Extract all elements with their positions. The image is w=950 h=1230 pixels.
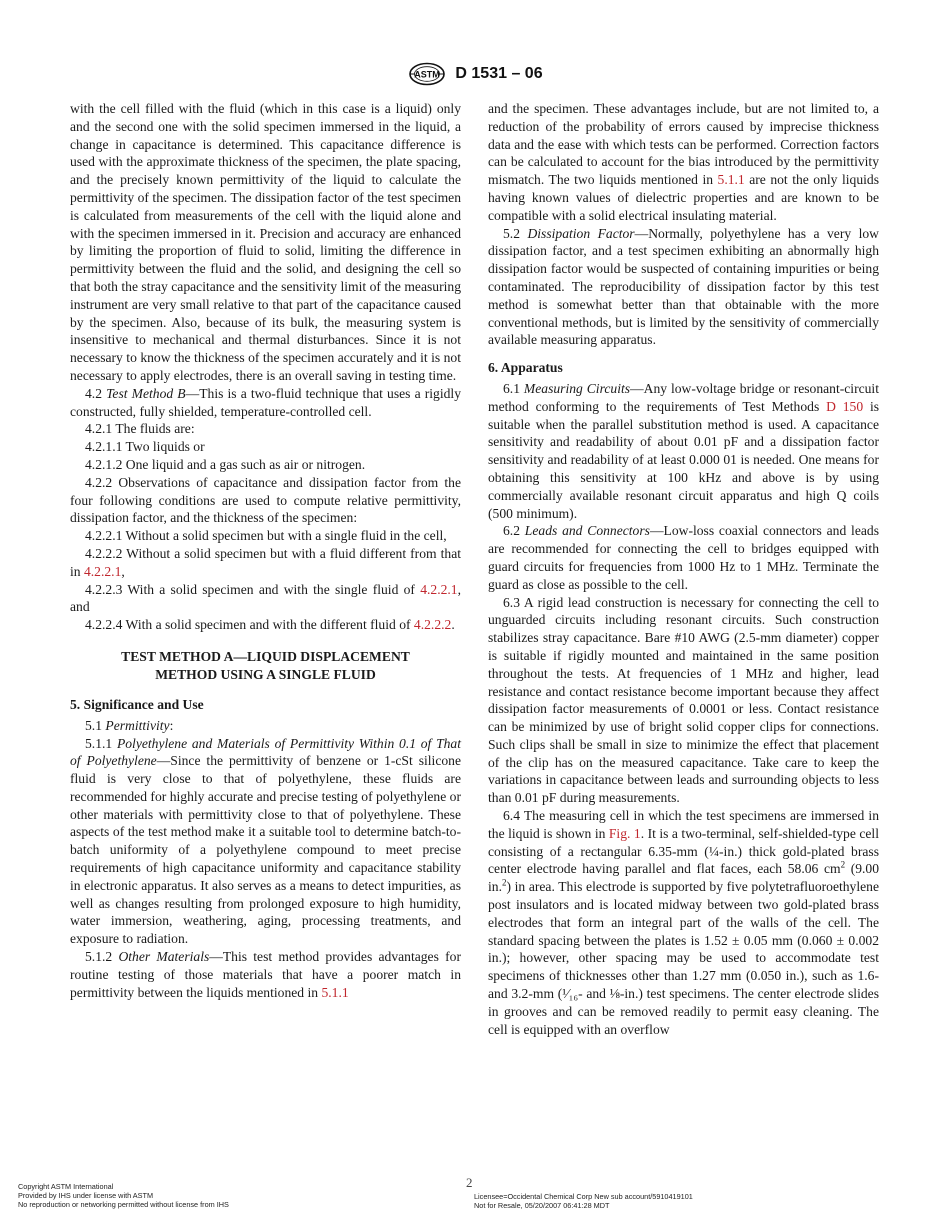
svg-text:ASTM: ASTM [414,69,441,80]
paragraph-5-2: 5.2 Dissipation Factor—Normally, polyethylene has a very low dissipation factor, and a test specimen exhibiting an abnormally high dissipation factor would be suspected of containing impurities or being contaminated. The reproducibility of dissipation factor by this test method is somewhat better than that obtainable with the more conventional methods, but is limited by the sensitivity of commercially available measuring apparatus. [488,225,879,348]
ref-link-4-2-2-1[interactable]: 4.2.2.1 [83,563,122,579]
paragraph-4-2: 4.2 Test Method B—This is a two-fluid technique that uses a rigidly constructed, fully shielded, temperature-controlled cell. [70,385,461,419]
section-6-heading: 6. Apparatus [488,360,563,376]
test-method-b-title: Test Method B [106,385,186,401]
paragraph-6-4: 6.4 The measuring cell in which the test specimens are immersed in the liquid is shown in Fig. 1. It is a two-terminal, self-shielded-type cell consisting of a rectangular 6.35-mm (¼-in.) thick gold-plated brass center electrode having parallel and flat faces, each 58.06 $cm^2$ (9.00 in.$^2$) in area. This electrode is supported by five polytetrafluoroethylene post insulators and is located midway between two gold-plated brass electrodes that form an integral part of the walls of the cell. The standard spacing between the plates is 1.52 ± 0.05 mm (0.060 ± 0.002 in.); however, other spacing may be used to accommodate test specimens of thicknesses other than 1.27 mm (0.050 in.), such as 1.6- and 3.2-mm (¹⁄₁₆- and ⅛-in.) test specimens. The center electrode slides in grooves and can be removed readily to permit easy cleaning. The cell is equipped with an overflow [488,808,880,1037]
paragraph-4-2-1: 4.2.1 The fluids are: [85,421,195,437]
footer-copyright: Copyright ASTM International Provided by IHS under license with ASTM No reproduction or networking permitted without license from IHS [18,1182,229,1209]
paragraph-6-1: 6.1 Measuring Circuits—Any low-voltage bridge or resonant-circuit method conforming to the requirements of Test Methods D 150 is suitable when the parallel substitution method is used. A capacitance sensitivity and readability of about 0.01 pF and a dissipation factor sensitivity and readability of at least 0.000 01 is needed. One means for obtaining this sensitivity at 100 kHz and above is by using commercially available resonant circuit apparatus and high Q coils (500 minimum). [488,380,880,521]
paragraph-4-2-1-1: 4.2.1.1 Two liquids or [85,439,205,455]
paragraph-5-1: 5.1 Permittivity: [85,717,174,733]
paragraph-4-2-2-1: 4.2.2.1 Without a solid specimen but with a single fluid in the cell, [85,528,447,544]
paragraph-5-1-1: 5.1.1 Polyethylene and Materials of Permittivity Within 0.1 of That of Polyethylene—Since the permittivity of benzene or 1-cSt silicone fluid is very close to that of polyethylene, these fluids are recommended for highly accurate and precise testing of polyethylene or other materials with permittivity close to that of polyethylene. These aspects of the test method make it a suitable tool to determine batch-to-batch uniformity of a polyethylene compound to meet precise requirements of high capacitance uniformity and capacitance stability in electronic apparatus. It also serves as a means to detect impurities, as well as changes resulting from prolonged exposure to high humidity, water immersion, weathering, aging, processing treatments, and exposure to radiation. [70,735,462,947]
ref-link-d150[interactable]: D 150 [826,398,864,414]
ref-link-5-1-1[interactable]: 5.1.1 [717,172,745,188]
ref-link-4-2-2-1[interactable]: 4.2.2.1 [420,581,458,597]
ref-link-4-2-2-2[interactable]: 4.2.2.2 [413,617,452,633]
paragraph-4-2-2-2: 4.2.2.2 Without a solid specimen but with a fluid different from that in 4.2.2.1, [70,545,461,579]
left-column [70,100,461,1001]
paragraph-4-2-2-4: 4.2.2.4 With a solid specimen and with the different fluid of 4.2.2.2. [85,617,455,633]
paragraph-4-2-2: 4.2.2 Observations of capacitance and dissipation factor from the four following conditions are used to compute relative permittivity, dissipation factor, and the thickness of the specimen: [70,474,461,526]
paragraph-4-2-1-2: 4.2.1.2 One liquid and a gas such as air or nitrogen. [85,456,366,472]
right-column [488,100,879,1038]
paragraph-4-2-2-3: 4.2.2.3 With a solid specimen and with the single fluid of 4.2.2.1, and [70,581,461,615]
footer-license: Licensee=Occidental Chemical Corp New sub account/5910419101 Not for Resale, 05/20/2007 06:41:28 MDT [474,1192,693,1210]
page-number: 2 [466,1175,473,1190]
astm-logo-icon [407,62,447,86]
page-header [0,62,950,86]
document-designation: D 1531 – 06 [455,65,543,82]
paragraph-6-3: 6.3 A rigid lead construction is necessary for connecting the cell to unguarded circuits including resonant circuits. Such construction stabilizes stray capacitance. Bare #10 AWG (2.5-mm diameter) copper is suitable if rigidly mounted and maintained in the same position throughout the tests. At frequencies of 1 MHz and higher, lead resistance and contact resistance become important because they affect dissipation factor measurements of 0.0001 or less. Contact resistance can be minimized by use of bright solid copper clips for connections. Such clips shall be small in size to minimize the effect that placement of the clip has on the measured capacitance. Take care to keep the variations in capacitance between leads and surrounding objects to less than 0.01 pF during measurements. [488,594,879,806]
ref-link-5-1-1[interactable]: 5.1.1 [321,984,349,1000]
paragraph-5-1-2-continued: and the specimen. These advantages include, but are not limited to, a reduction of the probability of errors caused by imprecise thickness data and the ease with which tests can be performed. Correction factors can be calculated to account for the bias introduced by the permittivity mismatch. The two liquids mentioned in 5.1.1 are not the only liquids having known values of dielectric properties and are known to be compatible with a solid electrical insulating material. [488,101,879,223]
test-method-a-heading: TEST METHOD A—LIQUID DISPLACEMENT METHOD USING A SINGLE FLUID [121,648,410,682]
paragraph-4-1-continued: with the cell filled with the fluid (which in this case is a liquid) only and the second one with the solid specimen immersed in the liquid, a change in capacitance is determined. This capacitance difference is used with the approximate thickness of the specimen, the plate spacing, and the precisely known permittivity of the liquid to calculate the permittivity of the specimen. The dissipation factor of the test specimen is calculated from measurements of the cell with the liquid alone and with the specimen immersed in it. Precision and accuracy are enhanced by limiting the proportion of fluid to solid, limiting the difference in permittivity between the fluid and the solid, and designing the cell so that both the stray capacitance and the sensitivity limit of the measuring instrument are very small relative to that part of the capacitance caused by the specimen. Also, because of its bulk, the measuring system is insensitive to mechanical and thermal disturbances. Since it is not necessary to know the thickness of the specimen accurately and it is not necessary to apply electrodes, there is an overall saving in testing time. [70,101,461,383]
paragraph-6-2: 6.2 Leads and Connectors—Low-loss coaxial connectors and leads are recommended for connecting the cell to bridges equipped with guard circuits for frequencies from 1000 Hz to 1 MHz. Terminate the guard as close as possible to the cell. [488,523,879,592]
ref-link-fig-1[interactable]: Fig. 1 [608,825,641,841]
section-5-heading: 5. Significance and Use [70,696,204,712]
paragraph-5-1-2: 5.1.2 Other Materials—This test method provides advantages for routine testing of those materials that have a poorer match in permittivity between the liquids mentioned in 5.1.1 [70,949,461,1000]
